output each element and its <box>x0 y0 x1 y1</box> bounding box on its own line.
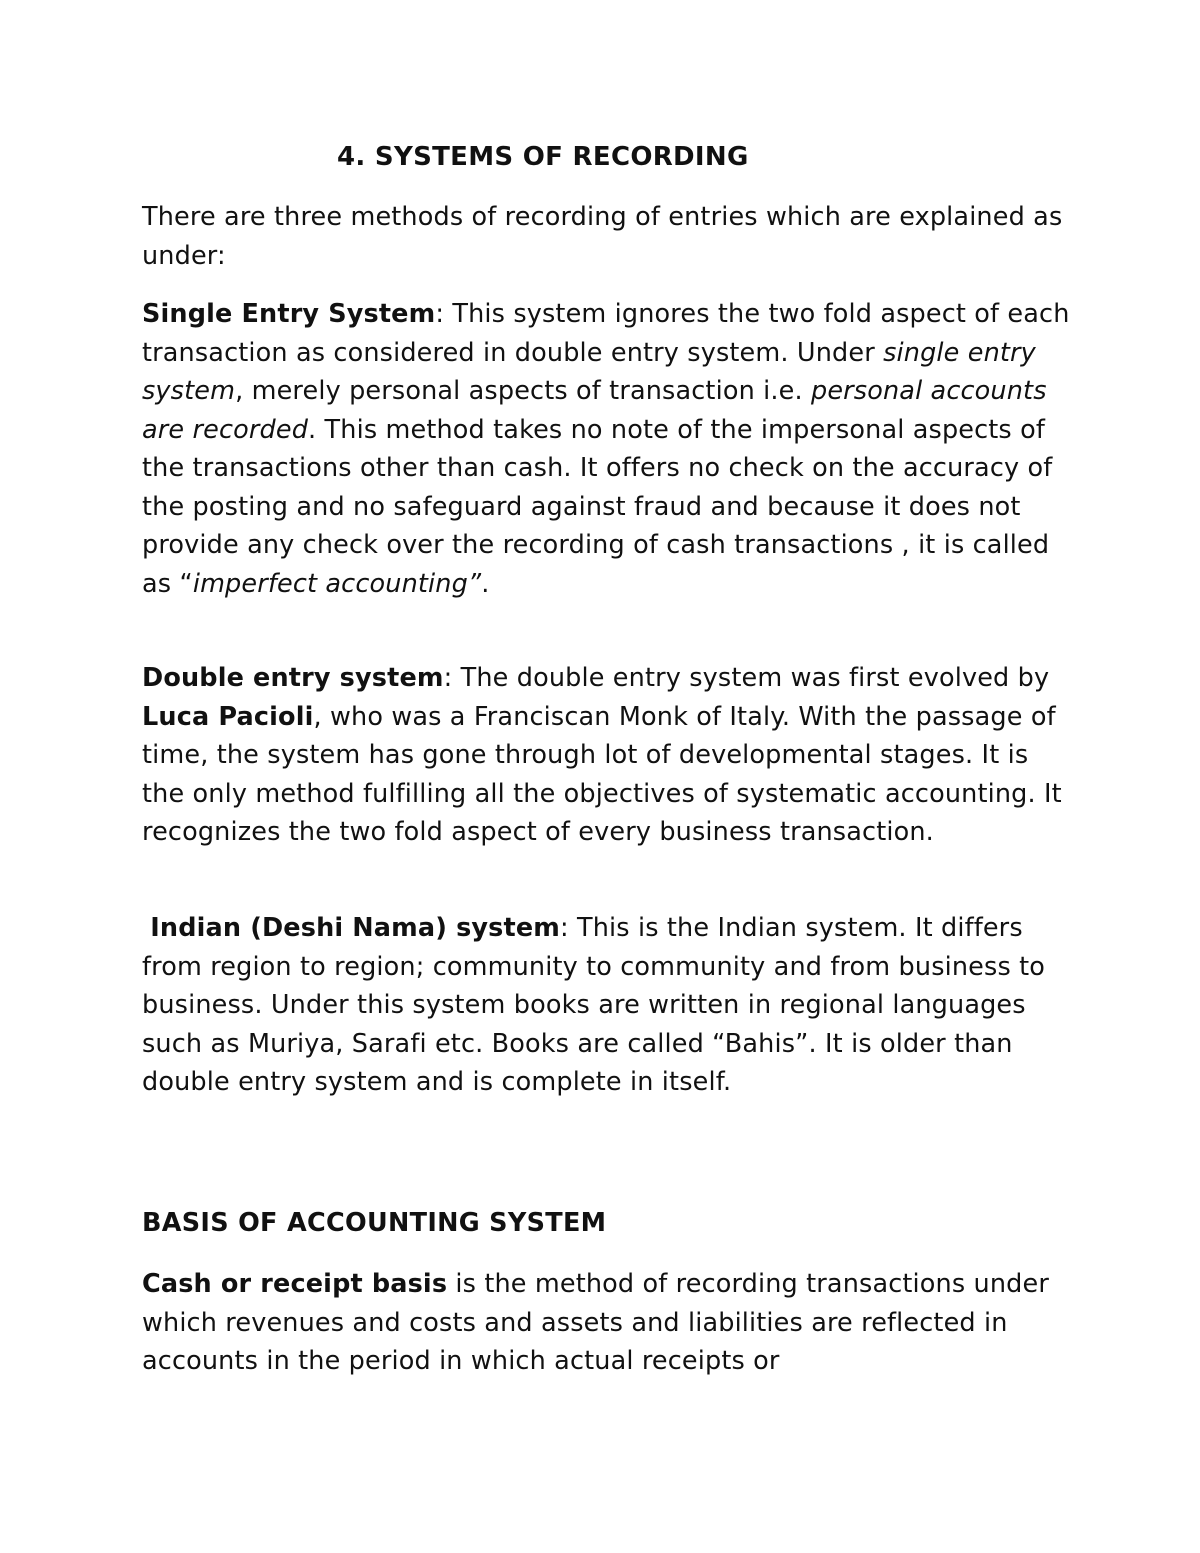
intro-paragraph: There are three methods of recording of entries which are explained as under: <box>142 202 1063 271</box>
indian-system-term: Indian (Deshi Nama) system <box>150 913 560 943</box>
single-entry-text-2: , merely personal aspects of transaction i.e. <box>235 376 811 406</box>
double-entry-text-2: , who was a Franciscan Monk of Italy. With the passage of time, the system has gone through lot of developmental stages. It is the only method fulfilling all the objectives of systematic accounting. It recognizes the two fold aspect of every business transaction. <box>142 701 1062 847</box>
cash-basis-paragraph <box>142 1265 1072 1381</box>
double-entry-text-1: The double entry system was first evolved by <box>452 663 1050 693</box>
single-entry-text-1: This system ignores the two fold aspect of each transaction as considered in double entry system. Under <box>142 299 1070 368</box>
indian-system-sep: : <box>560 913 569 943</box>
cash-basis-text: is the method of recording transactions under which revenues and costs and assets and liabilities are reflected in accounts in the period in which actual receipts or <box>142 1269 1049 1376</box>
single-entry-text-3: . This method takes no note of the impersonal aspects of the transactions other than cash. It offers no check on the accuracy of the posting and no safeguard against fraud and because it does not provide any check over the recording of cash transactions , it is called as “ <box>142 414 1053 599</box>
double-entry-sep: : <box>443 663 453 693</box>
single-entry-italic-3: imperfect accounting” <box>192 568 482 599</box>
single-entry-italic-2: personal accounts are recorded <box>142 376 1047 445</box>
double-entry-paragraph <box>142 659 1072 852</box>
indian-system-paragraph <box>142 909 1072 1102</box>
single-entry-text-4: . <box>481 568 490 599</box>
indian-system-text: This is the Indian system. It differs from region to region; community to community and from business to business. Under this system books are written in regional languages such as Muriya, Sarafi etc. Books are called “Bahis”. It is older than double entry system and is complete in itself. <box>142 913 1046 1097</box>
single-entry-paragraph <box>142 295 1072 603</box>
cash-basis-term: Cash or receipt basis <box>142 1269 448 1299</box>
single-entry-sep: : <box>435 299 445 329</box>
single-entry-italic-1: single entry system <box>142 337 1036 406</box>
page-title: 4. SYSTEMS OF RECORDING <box>337 142 749 172</box>
double-entry-name: Luca Pacioli <box>142 701 314 732</box>
single-entry-term: Single Entry System <box>142 299 436 329</box>
section-title: BASIS OF ACCOUNTING SYSTEM <box>142 1208 607 1238</box>
double-entry-term: Double entry system <box>142 663 444 693</box>
